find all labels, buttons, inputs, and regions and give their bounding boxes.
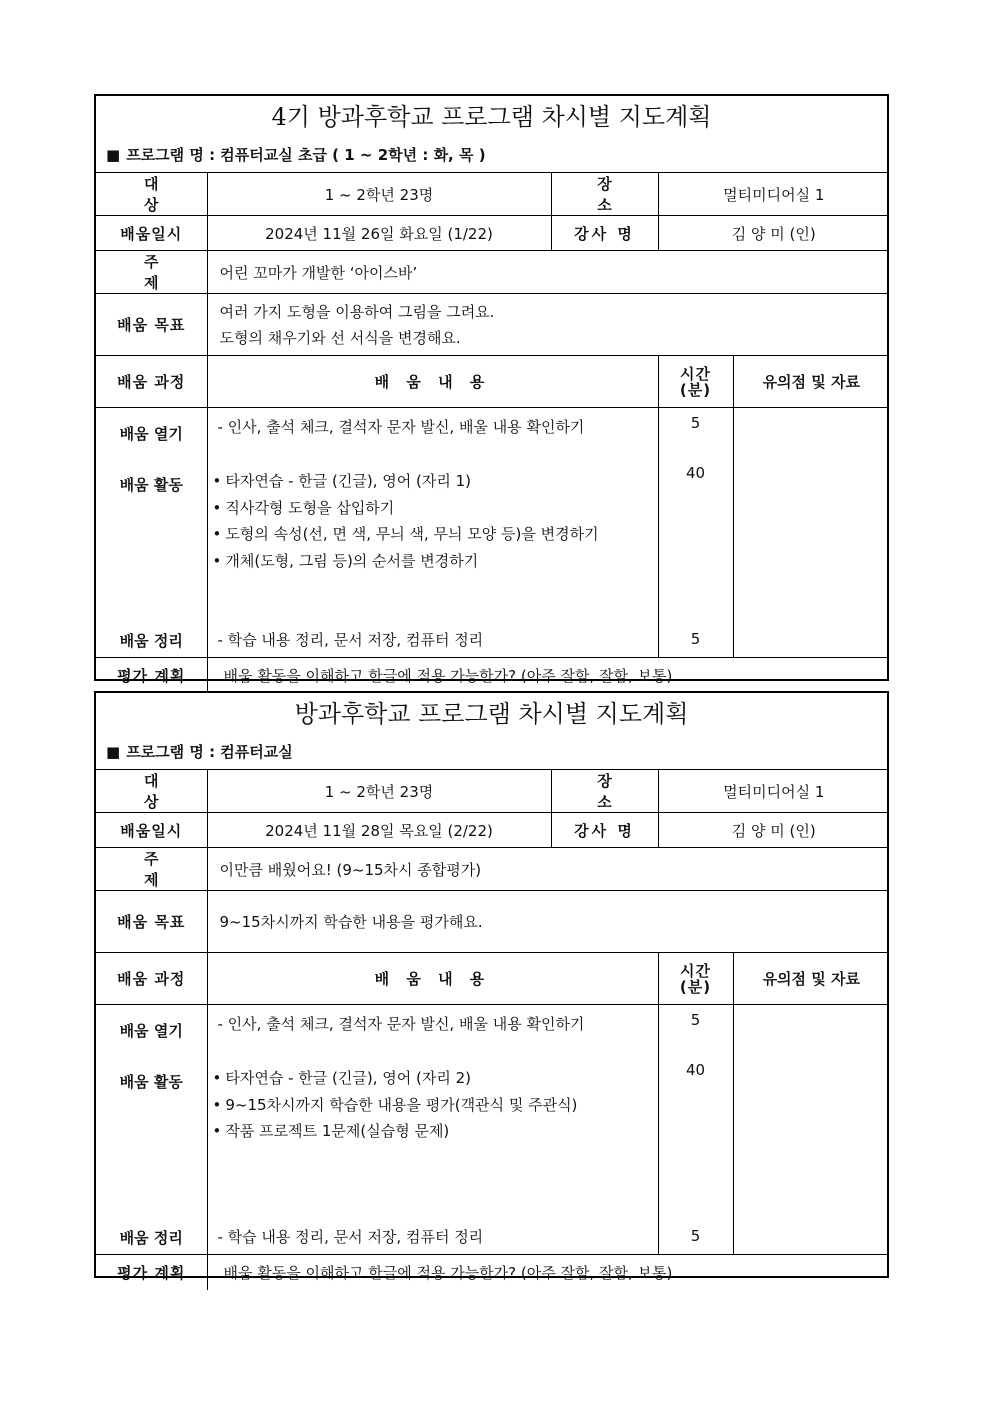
eval-label: 평가 계획 <box>96 658 207 693</box>
list-item: • 타자연습 - 한글 (긴글), 영어 (자리 2) <box>213 1065 578 1092</box>
date-row <box>96 216 889 251</box>
plan-title: 4기 방과후학교 프로그램 차시별 지도계획 <box>271 103 712 131</box>
stage-open: 배움 열기 <box>119 425 183 443</box>
eval-row <box>96 1255 889 1290</box>
header-row <box>96 356 889 408</box>
process-row <box>96 408 889 658</box>
time-header <box>658 953 733 1005</box>
process-content <box>207 408 658 658</box>
time-activity: 40 <box>685 464 706 482</box>
time-header-line: 시간 <box>680 961 711 980</box>
eval-label: 평가 계획 <box>96 1255 207 1290</box>
place-value: 멀티미디어실 1 <box>658 770 889 813</box>
topic-row <box>96 848 889 891</box>
time-close: 5 <box>690 1227 701 1245</box>
teacher-value: 김 양 미 (인) <box>658 813 889 848</box>
program-name-text: 프로그램 명 : 컴퓨터교실 초급 ( 1 ~ 2학년 : 화, 목 ) <box>126 146 486 164</box>
notes-cell <box>733 1005 889 1255</box>
topic-label: 주 제 <box>96 848 207 891</box>
time-open: 5 <box>690 1011 701 1029</box>
date-row <box>96 813 889 848</box>
content-header: 배 움 내 용 <box>207 356 658 408</box>
date-label: 배움일시 <box>96 216 207 251</box>
teacher-label: 강사 명 <box>551 216 658 251</box>
list-item: • 도형의 속성(선, 면 색, 무늬 색, 무늬 모양 등)을 변경하기 <box>213 521 599 548</box>
time-header <box>658 356 733 408</box>
list-item: • 직사각형 도형을 삽입하기 <box>213 495 599 522</box>
stage-close: 배움 정리 <box>119 1229 183 1247</box>
notes-header: 유의점 및 자료 <box>733 356 889 408</box>
date-value: 2024년 11월 26일 화요일 (1/22) <box>207 216 551 251</box>
process-row <box>96 1005 889 1255</box>
time-header-line: 시간 <box>680 364 711 383</box>
target-row <box>96 770 889 813</box>
plan-table <box>96 769 889 1290</box>
goal-value <box>207 294 889 356</box>
stage-activity: 배움 활동 <box>119 1073 183 1091</box>
program-name <box>96 735 887 769</box>
eval-value: 배움 활동을 이해하고 한글에 적용 가능한가? (아주 잘함, 잘함, 보통) <box>207 1255 889 1290</box>
place-value: 멀티미디어실 1 <box>658 173 889 216</box>
target-value: 1 ~ 2학년 23명 <box>207 770 551 813</box>
plan-table <box>96 172 889 693</box>
process-content <box>207 1005 658 1255</box>
list-item: • 9~15차시까지 학습한 내용을 평가(객관식 및 주관식) <box>213 1092 578 1119</box>
target-row <box>96 173 889 216</box>
stage-open: 배움 열기 <box>119 1022 183 1040</box>
program-name <box>96 138 887 172</box>
eval-value: 배움 활동을 이해하고 한글에 적용 가능한가? (아주 잘함, 잘함, 보통) <box>207 658 889 693</box>
stage-close: 배움 정리 <box>119 632 183 650</box>
goal-line: 9~15차시까지 학습한 내용을 평가해요. <box>219 912 483 931</box>
goal-line: 도형의 채우기와 선 서식을 변경해요. <box>219 328 461 347</box>
goal-label: 배움 목표 <box>96 294 207 356</box>
square-bullet-icon: ■ <box>106 146 121 164</box>
lesson-plan-2 <box>94 691 889 1282</box>
date-label: 배움일시 <box>96 813 207 848</box>
process-times <box>658 1005 733 1255</box>
goal-row <box>96 891 889 953</box>
time-header-line: (분) <box>679 977 712 996</box>
target-label: 대 상 <box>96 173 207 216</box>
open-text: - 인사, 출석 체크, 결석자 문자 발신, 배울 내용 확인하기 <box>217 1015 585 1033</box>
notes-header: 유의점 및 자료 <box>733 953 889 1005</box>
topic-label: 주 제 <box>96 251 207 294</box>
list-item: • 개체(도형, 그림 등)의 순서를 변경하기 <box>213 548 599 575</box>
process-header: 배움 과정 <box>96 356 207 408</box>
program-name-text: 프로그램 명 : 컴퓨터교실 <box>126 743 293 761</box>
list-item: • 작품 프로젝트 1문제(실습형 문제) <box>213 1118 578 1145</box>
activity-list <box>213 1065 578 1145</box>
place-label: 장 소 <box>551 770 658 813</box>
process-times <box>658 408 733 658</box>
goal-line: 여러 가지 도형을 이용하여 그림을 그려요. <box>219 302 495 321</box>
process-stages <box>96 408 207 658</box>
header-row <box>96 953 889 1005</box>
place-label: 장 소 <box>551 173 658 216</box>
time-header-line: (분) <box>679 380 712 399</box>
eval-row <box>96 658 889 693</box>
square-bullet-icon: ■ <box>106 743 121 761</box>
goal-row <box>96 294 889 356</box>
topic-value: 어린 꼬마가 개발한 ‘아이스바’ <box>207 251 889 294</box>
open-text: - 인사, 출석 체크, 결석자 문자 발신, 배울 내용 확인하기 <box>217 418 585 436</box>
content-header: 배 움 내 용 <box>207 953 658 1005</box>
stage-activity: 배움 활동 <box>119 476 183 494</box>
process-stages <box>96 1005 207 1255</box>
teacher-label: 강사 명 <box>551 813 658 848</box>
topic-row <box>96 251 889 294</box>
list-item: • 타자연습 - 한글 (긴글), 영어 (자리 1) <box>213 468 599 495</box>
time-open: 5 <box>690 414 701 432</box>
time-close: 5 <box>690 630 701 648</box>
lesson-plan-1 <box>94 94 889 685</box>
process-header: 배움 과정 <box>96 953 207 1005</box>
plan-title: 방과후학교 프로그램 차시별 지도계획 <box>294 700 689 728</box>
close-text: - 학습 내용 정리, 문서 저장, 컴퓨터 정리 <box>217 631 484 649</box>
goal-value <box>207 891 889 953</box>
target-value: 1 ~ 2학년 23명 <box>207 173 551 216</box>
notes-cell <box>733 408 889 658</box>
goal-label: 배움 목표 <box>96 891 207 953</box>
time-activity: 40 <box>685 1061 706 1079</box>
activity-list <box>213 468 599 574</box>
date-value: 2024년 11월 28일 목요일 (2/22) <box>207 813 551 848</box>
target-label: 대 상 <box>96 770 207 813</box>
topic-value: 이만큼 배웠어요! (9~15차시 종합평가) <box>207 848 889 891</box>
teacher-value: 김 양 미 (인) <box>658 216 889 251</box>
close-text: - 학습 내용 정리, 문서 저장, 컴퓨터 정리 <box>217 1228 484 1246</box>
